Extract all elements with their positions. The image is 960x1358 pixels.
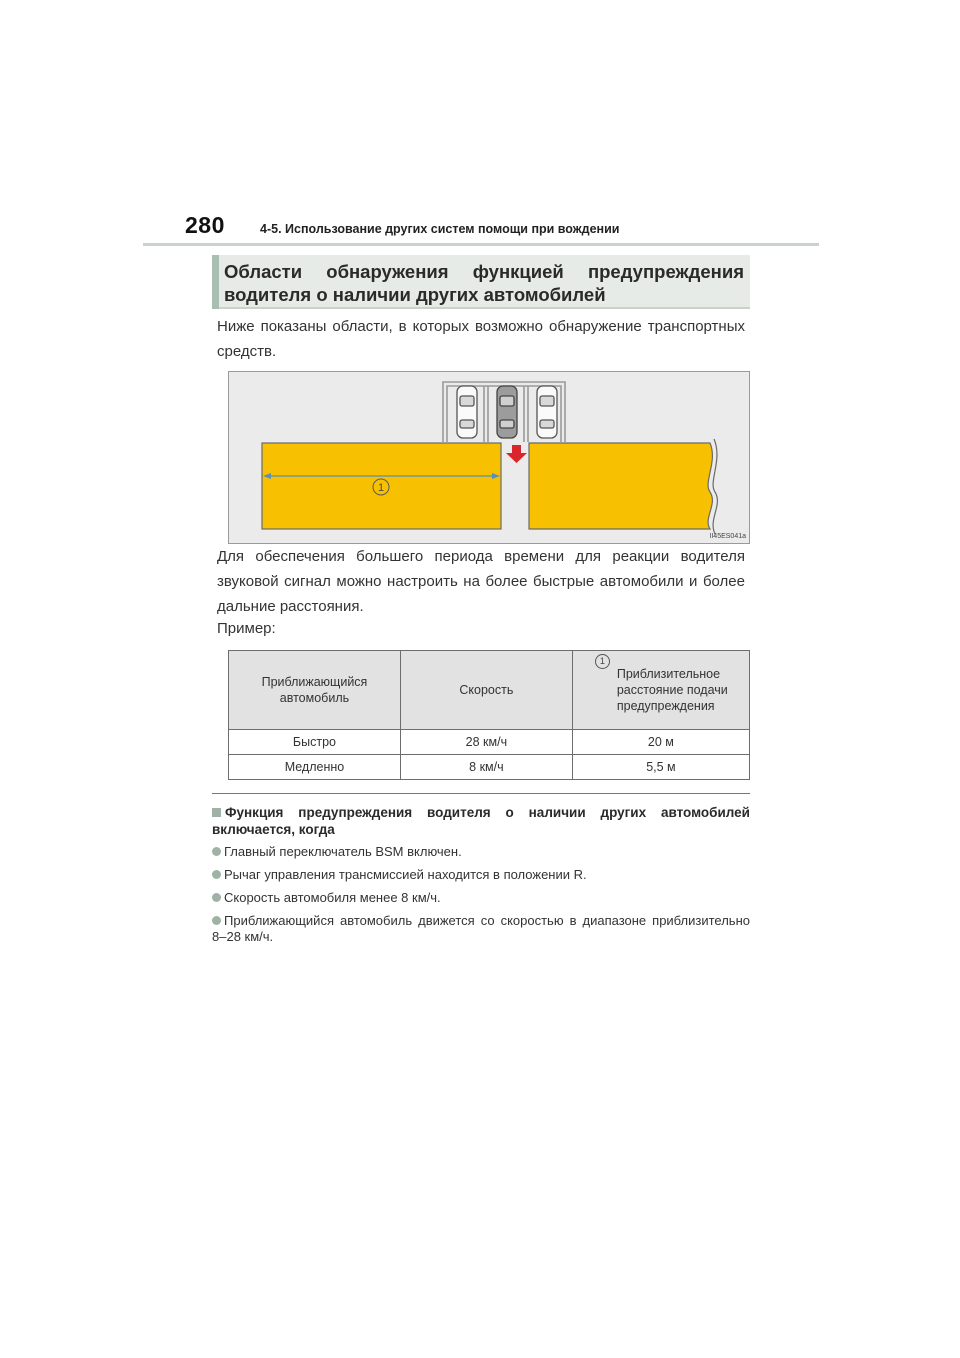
- list-item-text: Главный переключатель BSM включен.: [224, 844, 462, 859]
- bullet-dot-icon: [212, 916, 221, 925]
- parked-car-right: [537, 386, 557, 438]
- intro-paragraph: Ниже показаны области, в которых возможно обнаружение транспортных средств.: [217, 318, 745, 360]
- heading-box: [212, 255, 750, 309]
- parked-car-reversing: [497, 386, 517, 438]
- table-cell: Медленно: [229, 755, 401, 780]
- section-rule: [212, 793, 750, 794]
- reverse-direction-arrow-icon: [506, 445, 527, 463]
- list-item: [212, 844, 750, 860]
- table-cell: 20 м: [572, 730, 749, 755]
- header-rule: [143, 243, 819, 246]
- callout-number: 1: [377, 482, 385, 494]
- section-path: 4-5. Использование других систем помощи при вождении: [260, 222, 620, 236]
- list-item-text: Рычаг управления трансмиссией находится в положении R.: [224, 867, 587, 882]
- table-header-callout: 1: [595, 654, 610, 669]
- table-header-distance-label: Приблизительное расстояние подачи предупреждения: [616, 667, 728, 713]
- reaction-time-paragraph: Для обеспечения большего периода времени для реакции водителя звуковой сигнал можно настроить на более быстрые автомобили и более дальние расстояния.: [217, 548, 745, 615]
- zone-break-line: [713, 439, 717, 534]
- bullet-dot-icon: [212, 893, 221, 902]
- detection-area-illustration: [229, 372, 750, 544]
- table-cell: Быстро: [229, 730, 401, 755]
- table-header-vehicle: Приближающийся автомобиль: [229, 651, 401, 730]
- example-label: Пример:: [217, 620, 276, 637]
- warning-distance-table: [228, 650, 750, 780]
- heading-accent-bar: [212, 255, 219, 309]
- bullet-dot-icon: [212, 847, 221, 856]
- detection-area-figure: [228, 371, 750, 544]
- list-item: [212, 913, 750, 945]
- parked-car-left: [457, 386, 477, 438]
- table-header-distance: [572, 651, 749, 730]
- table-cell: 5,5 м: [572, 755, 749, 780]
- list-item-text: Скорость автомобиля менее 8 км/ч.: [224, 890, 441, 905]
- table-row: [229, 730, 750, 755]
- conditions-heading: [212, 804, 750, 838]
- table-row: [229, 755, 750, 780]
- section-heading: Области обнаружения функцией предупреждения водителя о наличии других автомобилей: [224, 261, 744, 305]
- conditions-title: Функция предупреждения водителя о наличии других автомобилей включается, когда: [212, 805, 750, 837]
- figure-code: II45ES041a: [709, 533, 746, 540]
- list-item: [212, 867, 750, 883]
- list-item-text: Приближающийся автомобиль движется со скоростью в диапазоне приблизительно 8–28 км/ч.: [212, 913, 750, 944]
- table-header-row: [229, 651, 750, 730]
- list-item: [212, 890, 750, 906]
- table-header-speed: Скорость: [400, 651, 572, 730]
- detection-zone-right: [529, 443, 712, 529]
- square-bullet-icon: [212, 808, 221, 817]
- table-cell: 28 км/ч: [400, 730, 572, 755]
- page-number: 280: [185, 212, 225, 238]
- table-cell: 8 км/ч: [400, 755, 572, 780]
- bullet-dot-icon: [212, 870, 221, 879]
